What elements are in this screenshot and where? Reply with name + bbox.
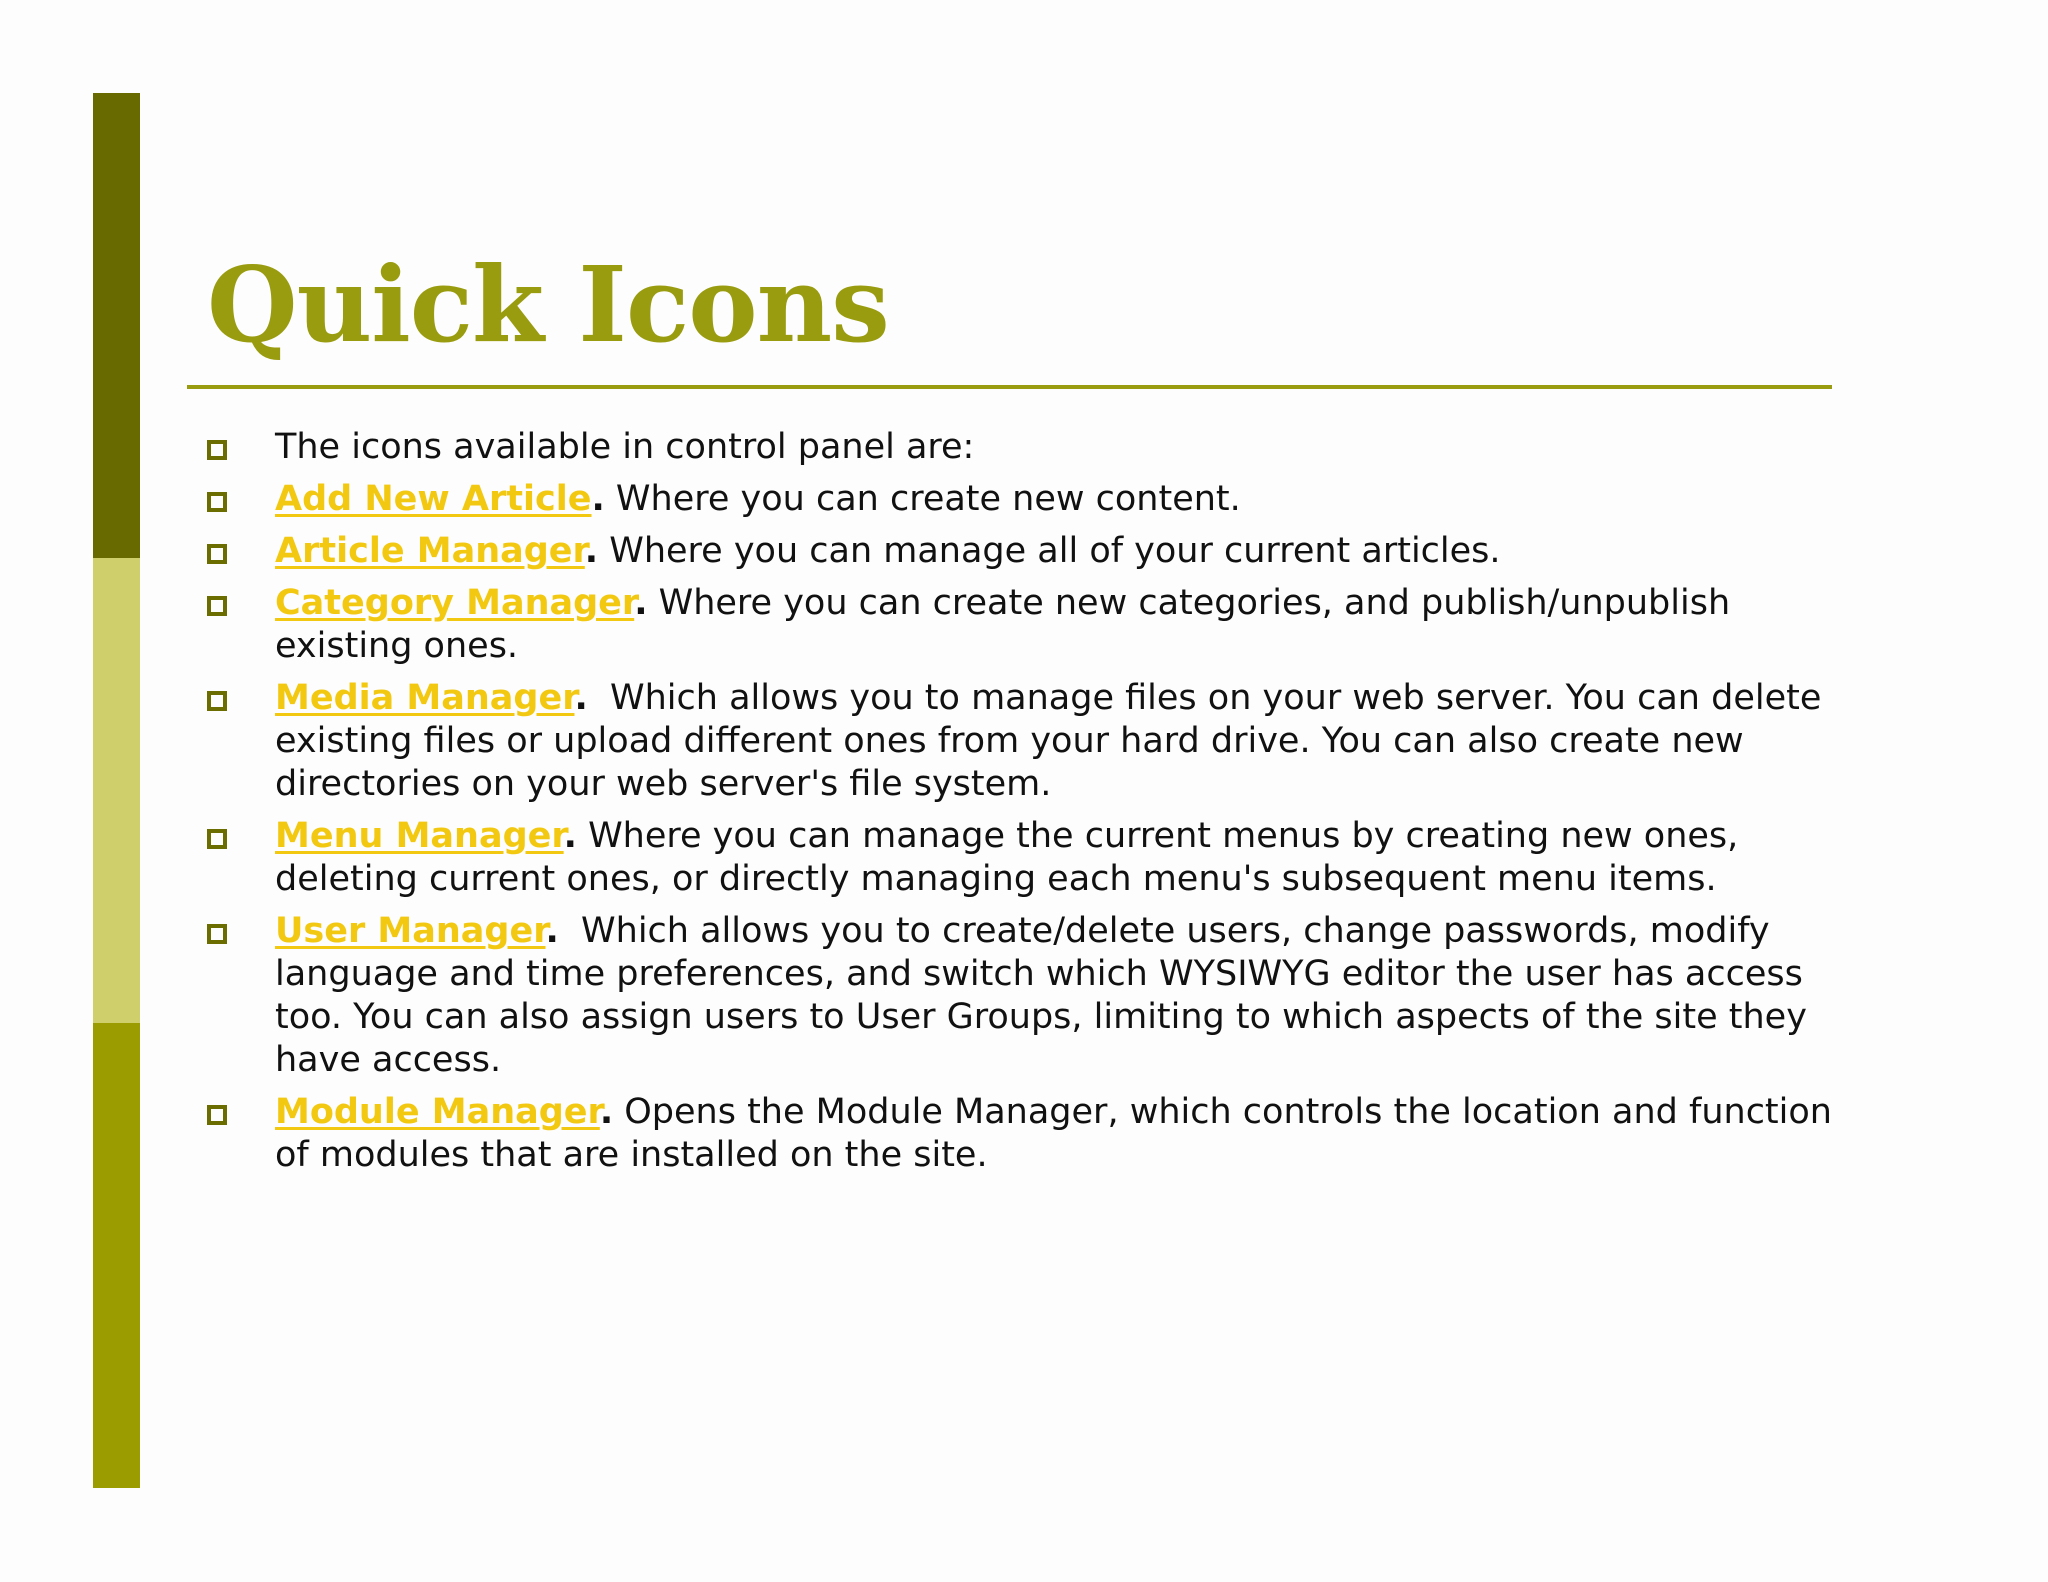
side-bar-mid-segment (93, 1023, 140, 1488)
user-manager-link[interactable]: User Manager (275, 911, 546, 951)
category-manager-link[interactable]: Category Manager (275, 583, 635, 623)
title-underline-rule (187, 385, 1832, 389)
bullet-text: Which allows you to manage files on your web server. You can delete existing files or upload different ones from your hard drive. You can also create new directories on your web server's file system. (275, 678, 1833, 804)
bullet-item-add-new-article (207, 478, 1852, 521)
bullet-text: Where you can manage the current menus by creating new ones, deleting current ones, or directly managing each menu's subsequent menu items. (275, 816, 1739, 899)
module-manager-link[interactable]: Module Manager (275, 1092, 600, 1132)
bullet-list (207, 426, 1852, 1186)
bullet-item-article-manager (207, 530, 1852, 573)
side-bar-dark-segment (93, 93, 140, 558)
hollow-square-bullet-icon (207, 596, 227, 616)
link-period: . (599, 1092, 614, 1132)
bullet-item-user-manager (207, 910, 1852, 1082)
bullet-item-media-manager (207, 677, 1852, 806)
side-bar-light-segment (93, 558, 140, 1023)
media-manager-link[interactable]: Media Manager (275, 678, 575, 718)
bullet-text: Which allows you to create/delete users, change passwords, modify language and time preferences, and switch which WYSIWYG editor the user has access too. You can also assign users to User Groups, limiting to which aspects of the site they have access. (275, 911, 1819, 1080)
hollow-square-bullet-icon (207, 1105, 227, 1125)
link-period: . (563, 816, 577, 856)
hollow-square-bullet-icon (207, 829, 227, 849)
article-manager-link[interactable]: Article Manager (275, 531, 585, 571)
bullet-text: Where you can create new categories, and publish/unpublish existing ones. (275, 583, 1731, 666)
bullet-item-category-manager (207, 582, 1852, 668)
slide-title: Quick Icons (207, 243, 889, 366)
bullet-text: Where you can manage all of your current articles. (598, 531, 1501, 571)
link-period: . (634, 583, 648, 623)
link-period: . (574, 678, 588, 718)
hollow-square-bullet-icon (207, 492, 227, 512)
bullet-text: The icons available in control panel are: (275, 427, 975, 467)
bullet-item-intro (207, 426, 1852, 469)
hollow-square-bullet-icon (207, 440, 227, 460)
hollow-square-bullet-icon (207, 924, 227, 944)
link-period: . (591, 479, 605, 519)
bullet-item-menu-manager (207, 815, 1852, 901)
bullet-item-module-manager (207, 1091, 1852, 1177)
bullet-text: Opens the Module Manager, which controls the location and function of modules that are installed on the site. (275, 1092, 1832, 1175)
add-new-article-link[interactable]: Add New Article (275, 479, 592, 519)
hollow-square-bullet-icon (207, 691, 227, 711)
link-period: . (545, 911, 559, 951)
bullet-text: Where you can create new content. (604, 479, 1241, 519)
link-period: . (584, 531, 599, 571)
menu-manager-link[interactable]: Menu Manager (275, 816, 564, 856)
hollow-square-bullet-icon (207, 544, 227, 564)
